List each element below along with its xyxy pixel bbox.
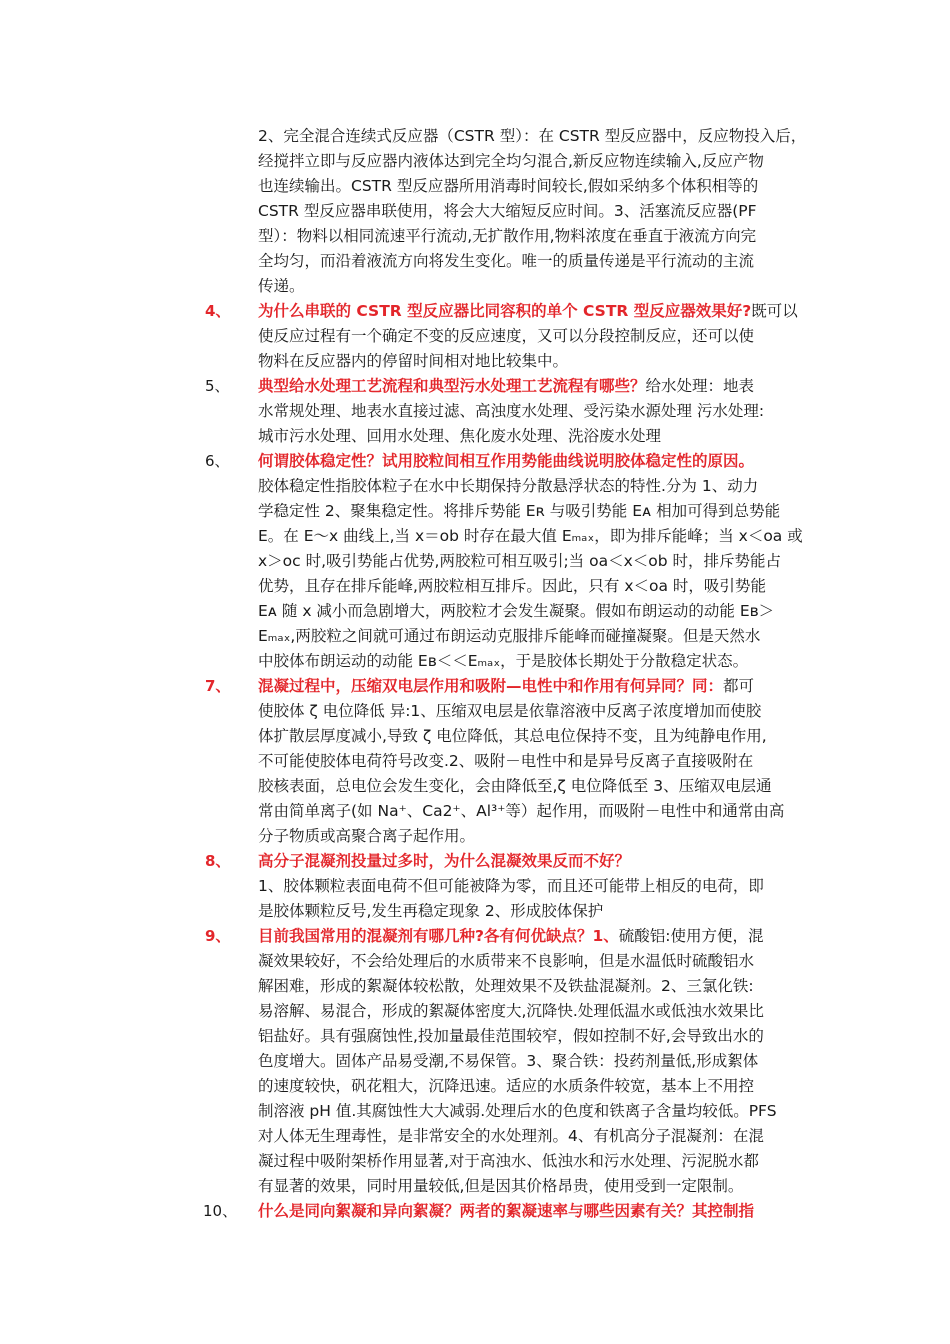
text-line: [258, 849, 630, 873]
text-line: 胶核表面，总电位会发生变化，会由降低至,ζ 电位降低至 3、压缩双电层通: [258, 777, 772, 795]
text-line: E。在 E～x 曲线上,当 x＝ob 时存在最大值 Eₘₐₓ，即为排斥能峰；当 x＜oa 或: [258, 527, 803, 545]
question-number: 5、: [205, 377, 230, 395]
text-line: 色度增大。固体产品易受潮,不易保管。3、聚合铁：投药剂量低,形成絮体: [258, 1052, 759, 1070]
text-line: 1、胶体颗粒表面电荷不但可能被降为零，而且还可能带上相反的电荷，即: [258, 877, 764, 895]
text-line: 城市污水处理、回用水处理、焦化废水处理、洗浴废水处理: [258, 427, 662, 445]
text-line: 典型给水处理工艺流程和典型污水处理工艺流程有哪些？给水处理：地表: [258, 377, 755, 395]
text-line: 传递。: [258, 277, 305, 295]
text-line: 解困难，形成的絮凝体较松散，处理效果不及铁盐混凝剂。2、三氯化铁:: [258, 977, 754, 995]
question-number: 8、: [205, 852, 231, 870]
text-line: 混凝过程中，压缩双电层作用和吸附—电性中和作用有何异同？同：都可: [258, 677, 755, 695]
text-line: 胶体稳定性指胶体粒子在水中长期保持分散悬浮状态的特性.分为 1、动力: [258, 477, 759, 495]
text-line: 凝效果较好，不会给处理后的水质带来不良影响，但是水温低时硫酸铝水: [258, 952, 755, 970]
text-line: 对人体无生理毒性，是非常安全的水处理剂。4、有机高分子混凝剂：在混: [258, 1127, 764, 1145]
text-line: CSTR 型反应器串联使用，将会大大缩短反应时间。3、活塞流反应器(PF: [258, 202, 757, 220]
text-line: 物料在反应器内的停留时间相对地比较集中。: [258, 352, 569, 370]
text-line: 分子物质或高聚合离子起作用。: [258, 827, 476, 845]
text-line: 制溶液 pH 值.其腐蚀性大大减弱.处理后水的色度和铁离子含量均较低。PFS: [258, 1102, 777, 1120]
question-text: 典型给水处理工艺流程和典型污水处理工艺流程有哪些？: [258, 377, 646, 395]
text-line: 使胶体 ζ 电位降低 异:1、压缩双电层是依靠溶液中反离子浓度增加而使胶: [258, 702, 762, 720]
text-line: 有显著的效果，同时用量较低,但是因其价格昂贵，使用受到一定限制。: [258, 1177, 744, 1195]
text-line: 常由简单离子(如 Na⁺、Ca2⁺、Al³⁺等）起作用，而吸附－电性中和通常由高: [258, 802, 785, 820]
question-text: 目前我国常用的混凝剂有哪几种?各有何优缺点？1、: [258, 927, 619, 945]
text-line: 2、完全混合连续式反应器（CSTR 型）：在 CSTR 型反应器中，反应物投入后，: [258, 127, 807, 145]
text-line: 使反应过程有一个确定不变的反应速度，又可以分段控制反应，还可以使: [258, 327, 755, 345]
text-line: 易溶解、易混合，形成的絮凝体密度大,沉降快.处理低温水或低浊水效果比: [258, 1002, 764, 1020]
question-text: 为什么串联的 CSTR 型反应器比同容积的单个 CSTR 型反应器效果好?: [258, 302, 752, 320]
question-text: 何谓胶体稳定性？试用胶粒间相互作用势能曲线说明胶体稳定性的原因。: [258, 452, 755, 470]
text-line: 不可能使胶体电荷符号改变.2、吸附－电性中和是异号反离子直接吸附在: [258, 752, 754, 770]
text-line: 也连续输出。CSTR 型反应器所用消毒时间较长,假如采纳多个体积相等的: [258, 177, 759, 195]
text-line: 型）：物料以相同流速平行流动,无扩散作用,物料浓度在垂直于液流方向完: [258, 227, 757, 245]
text-line: 中胶体布朗运动的动能 Eʙ＜＜Eₘₐₓ，于是胶体长期处于分散稳定状态。: [258, 652, 749, 670]
text-line: [258, 1199, 754, 1223]
question-number: 4、: [205, 302, 231, 320]
text-line: 全均匀，而沿着液流方向将发生变化。唯一的质量传递是平行流动的主流: [258, 252, 755, 270]
question-text: 混凝过程中，压缩双电层作用和吸附—电性中和作用有何异同？同：: [258, 677, 724, 695]
text-line: 优势，且存在排斥能峰,两胶粒相互排斥。因此，只有 x＜oa 时，吸引势能: [258, 577, 766, 595]
text-line: [258, 449, 754, 473]
text-line: 体扩散层厚度减小,导致 ζ 电位降低，其总电位保持不变，且为纯静电作用,: [258, 727, 767, 745]
question-number: 9、: [205, 927, 231, 945]
question-text: 高分子混凝剂投量过多时，为什么混凝效果反而不好？: [258, 852, 631, 870]
text-line: 学稳定性 2、聚集稳定性。将排斥势能 Eʀ 与吸引势能 Eᴀ 相加可得到总势能: [258, 502, 781, 520]
question-number: 6、: [205, 452, 230, 470]
question-number: 10、: [203, 1202, 238, 1220]
text-line: 的速度较快，矾花粗大，沉降迅速。适应的水质条件较宽，基本上不用控: [258, 1077, 755, 1095]
text-line: 经搅拌立即与反应器内液体达到完全均匀混合,新反应物连续输入,反应产物: [258, 152, 764, 170]
text-line: Eₘₐₓ,两胶粒之间就可通过布朗运动克服排斥能峰而碰撞凝聚。但是天然水: [258, 627, 761, 645]
text-line: 是胶体颗粒反号,发生再稳定现象 2、形成胶体保护: [258, 902, 604, 920]
text-line: 为什么串联的 CSTR 型反应器比同容积的单个 CSTR 型反应器效果好?既可以: [258, 302, 798, 320]
question-number: 7、: [205, 677, 231, 695]
text-line: 铝盐好。具有强腐蚀性,投加量最佳范围较窄，假如控制不好,会导致出水的: [258, 1027, 764, 1045]
text-line: Eᴀ 随 x 减小而急剧增大，两胶粒才会发生凝聚。假如布朗运动的动能 Eʙ＞: [258, 602, 775, 620]
text-line: 水常规处理、地表水直接过滤、高浊度水处理、受污染水源处理 污水处理:: [258, 402, 765, 420]
text-line: 目前我国常用的混凝剂有哪几种?各有何优缺点？1、硫酸铝:使用方便，混: [258, 927, 764, 945]
text-line: x＞oc 时,吸引势能占优势,两胶粒可相互吸引;当 oa＜x＜ob 时，排斥势能占: [258, 552, 782, 570]
question-text: 什么是同向絮凝和异向絮凝？两者的絮凝速率与哪些因素有关？其控制指: [258, 1202, 755, 1220]
text-line: 凝过程中吸附架桥作用显著,对于高浊水、低浊水和污水处理、污泥脱水都: [258, 1152, 759, 1170]
